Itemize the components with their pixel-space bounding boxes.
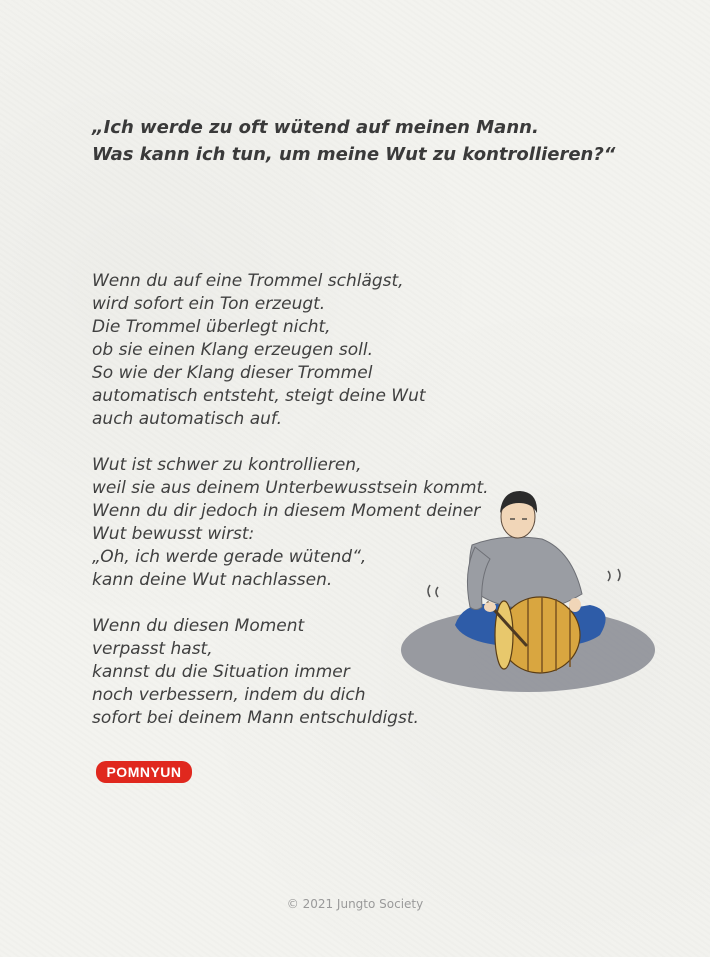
left-hand: [484, 602, 496, 612]
poem-line: „Oh, ich werde gerade wütend“,: [92, 547, 367, 567]
copyright-footer: © 2021 Jungto Society: [286, 897, 424, 911]
poem-line: weil sie aus deinem Unterbewusstsein kommt.: [92, 478, 489, 498]
drum-head: [495, 601, 513, 669]
question-heading: [92, 114, 672, 168]
poem-line: Wut bewusst wirst:: [92, 524, 255, 544]
shirt: [470, 537, 583, 609]
question-line-2: Was kann ich tun, um meine Wut zu kontrollieren?“: [92, 144, 616, 165]
motion-marks-right: [608, 569, 620, 581]
poem-line: Wenn du auf eine Trommel schlägst,: [92, 271, 404, 291]
poem-line: ob sie einen Klang erzeugen soll.: [92, 340, 374, 360]
signature-text: POMNYUN: [106, 764, 182, 780]
right-hand: [569, 598, 581, 612]
poem-line: verpasst hast,: [92, 639, 213, 659]
poem-line: wird sofort ein Ton erzeugt.: [92, 294, 326, 314]
poem-line: noch verbessern, indem du dich: [92, 685, 366, 705]
poem-line: Die Trommel überlegt nicht,: [92, 317, 331, 337]
poem-line: kann deine Wut nachlassen.: [92, 570, 333, 590]
poem-stanza-1: [92, 270, 512, 431]
pomnyun-signature-logo: [95, 760, 193, 784]
poem-line: sofort bei deinem Mann entschuldigst.: [92, 708, 419, 728]
motion-marks-left: [428, 585, 438, 597]
drummer-illustration: [400, 485, 660, 700]
poem-line: automatisch entsteht, steigt deine Wut: [92, 386, 426, 406]
poem-line: auch automatisch auf.: [92, 409, 283, 429]
poem-line: Wenn du diesen Moment: [92, 616, 305, 636]
poem-line: kannst du die Situation immer: [92, 662, 350, 682]
poem-line: Wenn du dir jedoch in diesem Moment deiner: [92, 501, 481, 521]
poem-line: Wut ist schwer zu kontrollieren,: [92, 455, 362, 475]
poem-line: So wie der Klang dieser Trommel: [92, 363, 373, 383]
question-line-1: „Ich werde zu oft wütend auf meinen Mann.: [92, 117, 539, 138]
